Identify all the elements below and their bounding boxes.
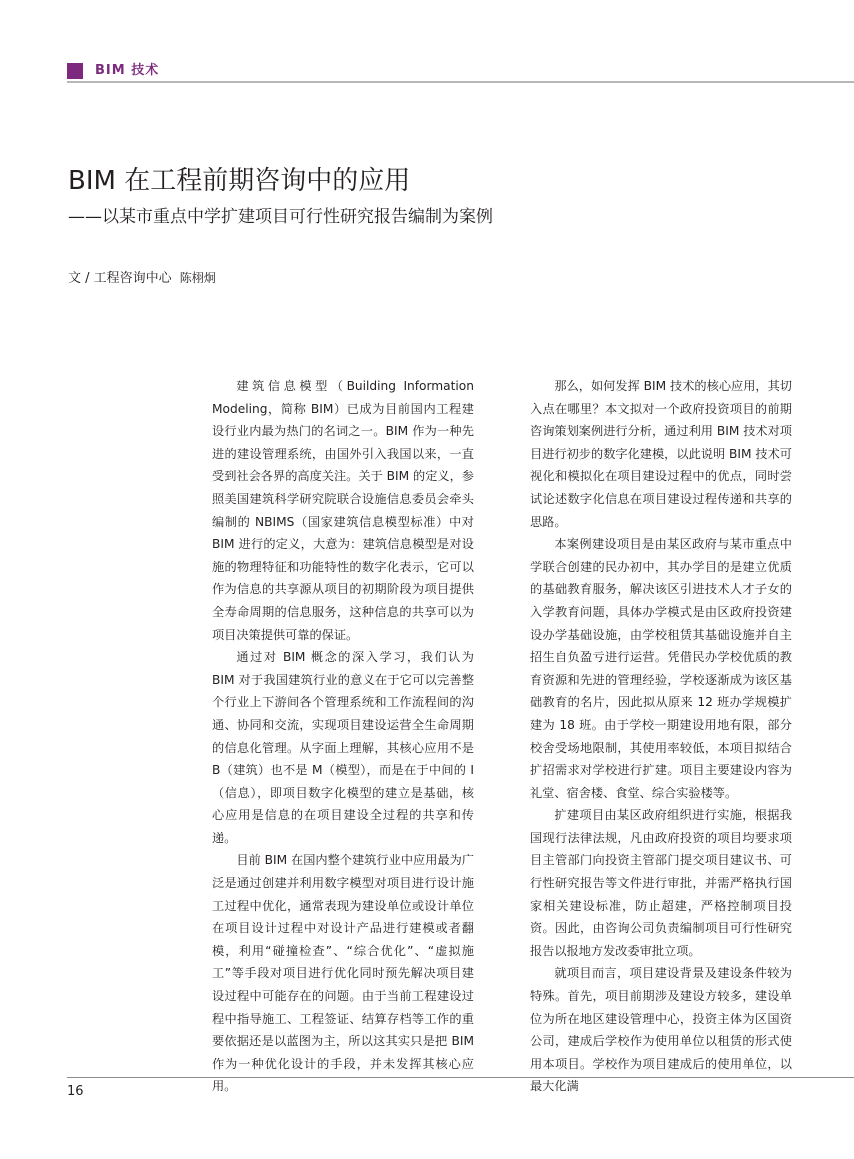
paragraph: 目前 BIM 在国内整个建筑行业中应用最为广泛是通过创建并利用数字模型对项目进行设计施工过程中优化，通常表现为建设单位或设计单位在项目设计过程中对设计产品进行建模或者翻模，利用“碰撞检查”、“综合优化”、“虚拟施工”等手段对项目进行优化同时预先解决项目建设过程中可能存在的问题。由于当前工程建设过程中指导施工、工程签证、结算存档等工作的重要依据还是以蓝图为主，所以这其实只是把 BIM 作为一种优化设计的手段，并未发挥其核心应用。 [212, 853, 474, 1094]
paragraph: 就项目而言，项目建设背景及建设条件较为特殊。首先，项目前期涉及建设方较多，建设单位为所在地区建设管理中心，投资主体为区国资公司，建成后学校作为使用单位以租赁的形式使用本项目。学校作为项目建成后的使用单位，以最大化满 [530, 966, 792, 1094]
paragraph: 建筑信息模型（Building Information Modeling，简称 BIM）已成为目前国内工程建设行业内最为热门的名词之一。BIM 作为一种先进的建设管理系统，由国外引入我国以来，一直受到社会各界的高度关注。关于 BIM 的定义，参照美国建筑科学研究院联合设施信息委员会牵头编制的 NBIMS（国家建筑信息模型标准）中对 BIM 进行的定义，大意为：建筑信息模型是对设施的物理特征和功能特性的数字化表示，它可以作为信息的共享源从项目的初期阶段为项目提供全寿命周期的信息服务，这种信息的共享可以为项目决策提供可靠的保证。 [212, 379, 474, 642]
paragraph: 扩建项目由某区政府组织进行实施，根据我国现行法律法规，凡由政府投资的项目均要求项目主管部门向投资主管部门提交项目建议书、可行性研究报告等文件进行审批，并需严格执行国家相关建设标准，防止超建，严格控制项目投资。因此，由咨询公司负责编制项目可行性研究报告以报地方发改委审批立项。 [530, 808, 792, 958]
page-number: 16 [67, 1084, 84, 1099]
article-title: BIM 在工程前期咨询中的应用 [68, 166, 411, 196]
footer-divider [67, 1077, 854, 1078]
paragraph: 本案例建设项目是由某区政府与某市重点中学联合创建的民办初中，其办学目的是建立优质的基础教育服务，解决该区引进技术人才子女的入学教育问题，具体办学模式是由区政府投资建设办学基础设施，由学校租赁其基础设施并自主招生自负盈亏进行运营。凭借民办学校优质的教育资源和先进的管理经验，学校逐渐成为该区基础教育的名片，因此拟从原来 12 班办学规模扩建为 18 班。由于学校一期建设用地有限，部分校舍受场地限制，其使用率较低，本项目拟结合扩招需求对学校进行扩建。项目主要建设内容为礼堂、宿舍楼、食堂、综合实验楼等。 [530, 537, 792, 800]
byline [68, 268, 216, 289]
paragraph: 通过对 BIM 概念的深入学习，我们认为 BIM 对于我国建筑行业的意义在于它可以完善整个行业上下游间各个管理系统和工作流程间的沟通、协同和交流，实现项目建设运营全生命周期的信息化管理。从字面上理解，其核心应用不是 B（建筑）也不是 M（模型），而是在于中间的 I（信息），即项目数字化模型的建立是基础，核心应用是信息的在项目建设全过程的共享和传递。 [212, 650, 474, 845]
section-label: BIM 技术 [95, 63, 160, 78]
header-divider [67, 81, 854, 83]
body-column-right [530, 375, 792, 1098]
paragraph: 那么，如何发挥 BIM 技术的核心应用，其切入点在哪里？本文拟对一个政府投资项目的前期咨询策划案例进行分析，通过利用 BIM 技术对项目进行初步的数字化建模，以此说明 BIM 技术可视化和模拟化在项目建设过程中的优点，同时尝试论述数字化信息在项目建设过程传递和共享的思路。 [530, 379, 792, 529]
byline-author: 陈栩炯 [179, 271, 216, 285]
article-subtitle: ——以某市重点中学扩建项目可行性研究报告编制为案例 [68, 207, 493, 227]
section-color-marker [67, 63, 83, 79]
byline-prefix: 文 / 工程咨询中心 [68, 271, 172, 286]
body-column-left [212, 375, 474, 1098]
